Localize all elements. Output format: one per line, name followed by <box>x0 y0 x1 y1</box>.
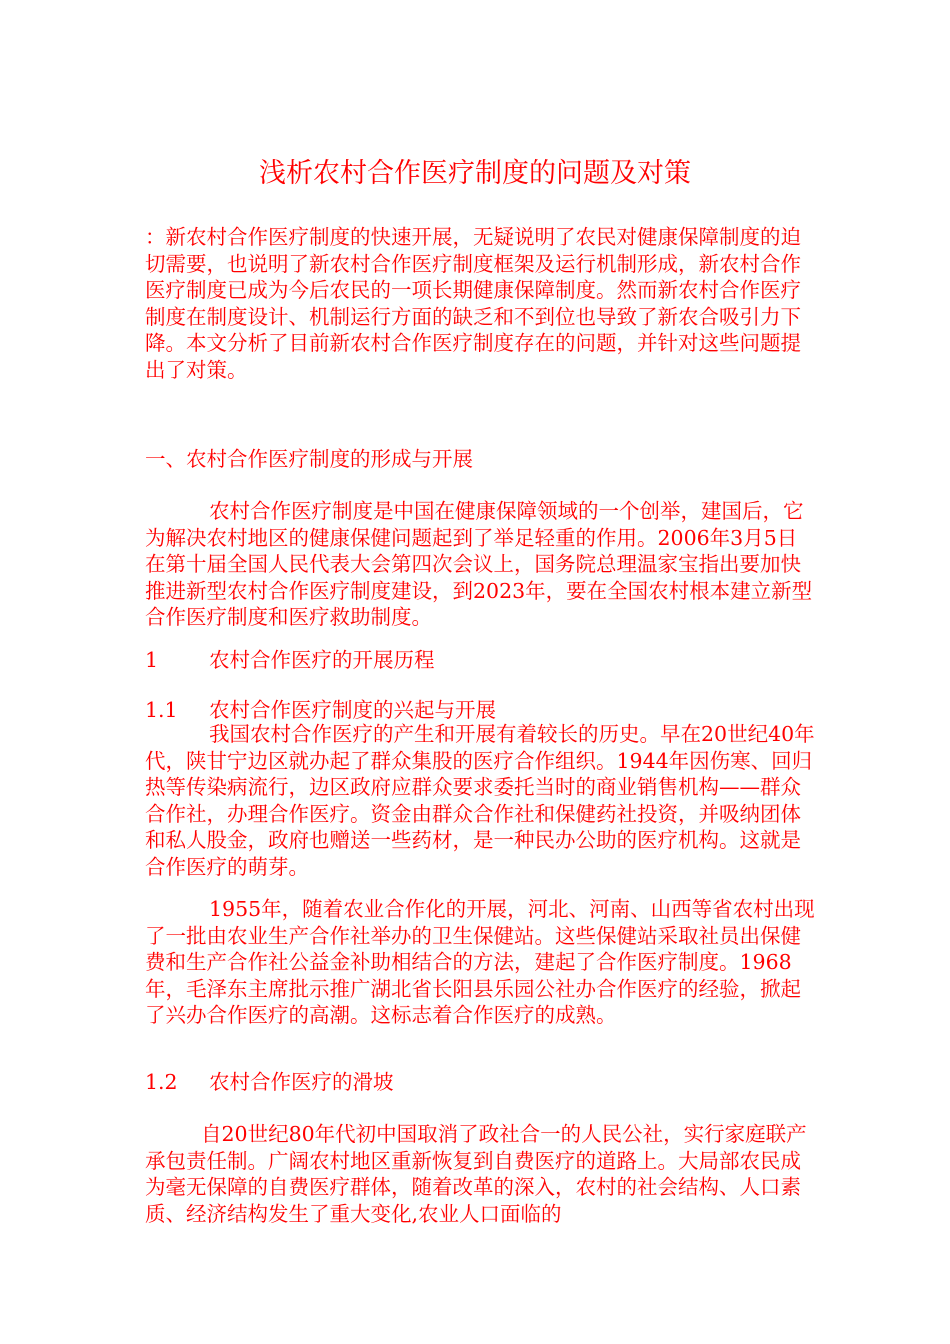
section1-intro-paragraph: 农村合作医疗制度是中国在健康保障领域的一个创举，建国后，它为解决农村地区的健康保健问题起到了举足轻重的作用。2006年3月5日在第十届全国人民代表大会第四次会议上，国务院总理温家宝指出要加快推进新型农村合作医疗制度建设，到2023年，要在全国农村根本建立新型合作医疗制度和医疗救助制度。 <box>145 499 813 630</box>
subsection-title: 农村合作医疗的滑坡 <box>209 1070 394 1094</box>
subsection-heading-1 <box>145 647 815 674</box>
subsection1-2-paragraph-1: 自20世纪80年代初中国取消了政社合一的人民公社，实行家庭联产承包责任制。广阔农村地区重新恢复到自费医疗的道路上。大局部农民成为毫无保障的自费医疗群体，随着改革的深入，农村的社会结构、人口素质、经济结构发生了重大变化,农业人口面临的 <box>145 1122 807 1226</box>
subsection-title: 农村合作医疗的开展历程 <box>209 648 435 672</box>
subsection1-1-paragraph-1: 我国农村合作医疗的产生和开展有着较长的历史。早在20世纪40年代，陕甘宁边区就办起了群众集股的医疗合作组织。1944年因伤寒、回归热等传染病流行，边区政府应群众要求委托当时的商业销售机构——群众合作社，办理合作医疗。资金由群众合作社和保健药社投资，并吸纳团体和私人股金，政府也赠送一些药材，是一种民办公助的医疗机构。这就是合作医疗的萌芽。 <box>145 722 815 879</box>
subsection-heading-1-1 <box>145 697 815 724</box>
subsection-heading-1-2 <box>145 1069 815 1096</box>
subsection-number: 1.2 <box>145 1070 178 1094</box>
subsection1-1-paragraph-2: 1955年，随着农业合作化的开展，河北、河南、山西等省农村出现了一批由农业生产合作社举办的卫生保健站。这些保健站采取社员出保健费和生产合作社公益金补助相结合的方法，建起了合作医疗制度。1968年，毛泽东主席批示推广湖北省长阳县乐园公社办合作医疗的经验，掀起了兴办合作医疗的高潮。这标志着合作医疗的成熟。 <box>145 897 815 1028</box>
subsection-number: 1 <box>145 648 159 672</box>
section-heading-1: 一、农村合作医疗制度的形成与开展 <box>145 447 473 471</box>
subsection-title: 农村合作医疗制度的兴起与开展 <box>209 698 496 722</box>
abstract-paragraph: ：新农村合作医疗制度的快速开展，无疑说明了农民对健康保障制度的迫切需要，也说明了新农村合作医疗制度框架及运行机制形成，新农村合作医疗制度已成为今后农民的一项长期健康保障制度。然而新农村合作医疗制度在制度设计、机制运行方面的缺乏和不到位也导致了新农合吸引力下降。本文分析了目前新农村合作医疗制度存在的问题，并针对这些问题提出了对策。 <box>145 225 801 382</box>
subsection-number: 1.1 <box>145 698 178 722</box>
document-title: 浅析农村合作医疗制度的问题及对策 <box>259 158 691 189</box>
